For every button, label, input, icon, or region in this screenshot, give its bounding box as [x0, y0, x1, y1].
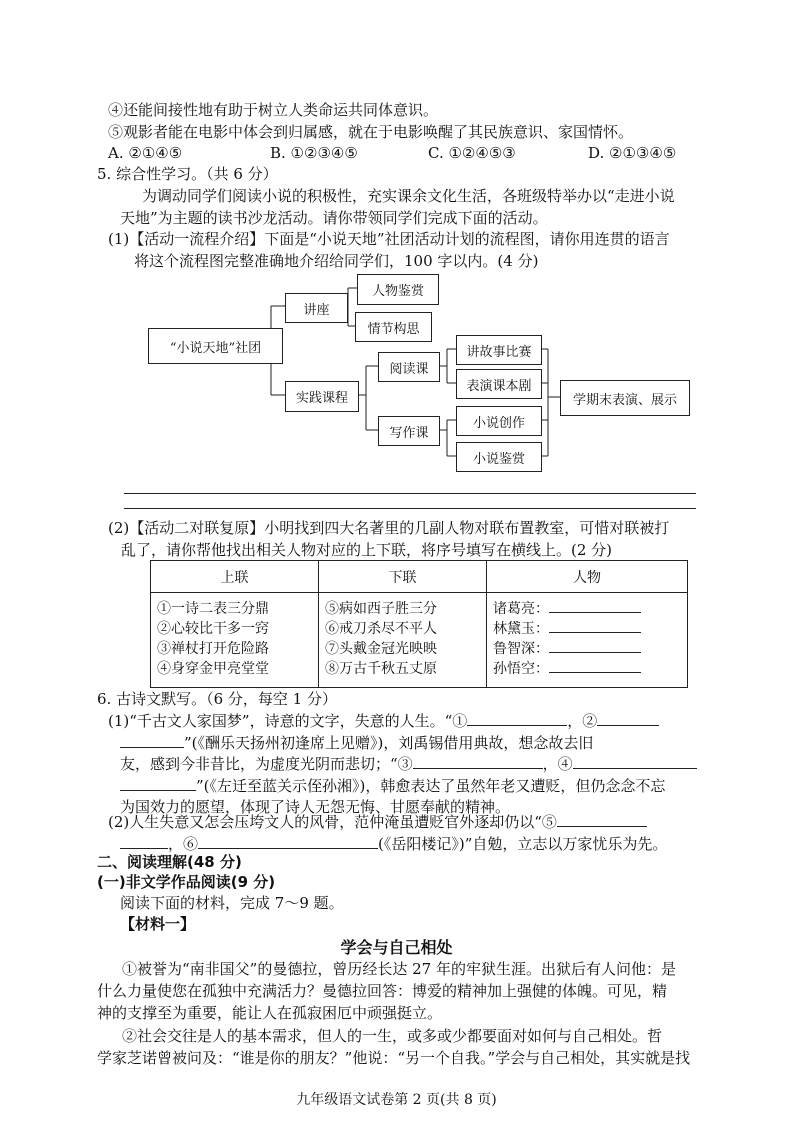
q5-heading: 5. 综合性学习。（共 6 分） — [97, 165, 278, 183]
part2-heading: 二、阅读理解(48 分) — [97, 853, 242, 871]
q5-task2-line-2: 乱了，请你帮他找出相关人物对应的上下联，将序号填写在横线上。(2 分) — [121, 541, 613, 559]
person-row — [493, 599, 681, 619]
table-header-upper: 上联 — [151, 561, 319, 593]
table-header-lower: 下联 — [319, 561, 487, 593]
upper-couplet: ③禅杖打开危险路 — [157, 641, 269, 657]
person-label: 林黛玉： — [493, 621, 549, 637]
q4-option-d: D. ②①③④⑤ — [588, 144, 677, 162]
q5-intro-line-2: 天地”为主题的读书沙龙活动。请你带领同学们完成下面的活动。 — [120, 209, 548, 227]
flow-character-appreciation-box: 人物鉴赏 — [357, 274, 439, 305]
person-answer-blank[interactable] — [549, 640, 641, 653]
blank-2[interactable] — [597, 711, 659, 726]
article-para1-line-1: ①被誉为“南非国父”的曼德拉，曾历经长达 27 年的牢狱生涯。出狱后有人问他：是 — [122, 960, 676, 978]
q4-option-a: A. ②①④⑤ — [108, 144, 183, 162]
answer-line-2[interactable] — [124, 508, 696, 509]
q4-item-5: ⑤观影者能在电影中体会到归属感，就在于电影唤醒了其民族意识、家国情怀。 — [108, 123, 634, 141]
blank-4-cont[interactable] — [120, 776, 196, 791]
flow-novel-writing-box: 小说创作 — [456, 406, 542, 436]
q4-item-4: ④还能间接性地有助于树立人类命运共同体意识。 — [108, 101, 439, 119]
person-answer-blank[interactable] — [549, 600, 641, 613]
flow-storytelling-box: 讲故事比赛 — [456, 335, 542, 365]
people-cell — [487, 593, 688, 688]
q5-task1-line-2: 将这个流程图完整准确地介绍给同学们，100 字以内。(4 分) — [134, 252, 539, 270]
flow-final-box: 学期末表演、展示 — [560, 380, 690, 416]
flow-novel-review-box: 小说鉴赏 — [456, 442, 542, 472]
q6-part2-line-2: ，⑥ (《岳阳楼记》)”自勉，立志以万家忧乐为先。 — [120, 834, 667, 854]
blank-6[interactable] — [198, 834, 378, 849]
person-row — [493, 619, 681, 639]
q6-heading: 6. 古诗文默写。（6 分，每空 1 分） — [97, 690, 337, 708]
q5-task1-line-1: (1)【活动一流程介绍】下面是“小说天地”社团活动计划的流程图，请你用连贯的语言 — [108, 230, 670, 248]
person-answer-blank[interactable] — [549, 660, 641, 673]
q5-intro-line-1: 为调动同学们阅读小说的积极性，充实课余文化生活，各班级特举办以“走进小说 — [142, 187, 675, 205]
blank-1[interactable] — [467, 711, 567, 726]
couplet-table — [150, 560, 688, 688]
upper-couplet: ②心较比干多一窍 — [157, 621, 269, 637]
person-row — [493, 639, 681, 659]
article-title: 学会与自己相处 — [340, 938, 453, 957]
flow-plot-design-box: 情节构思 — [355, 312, 432, 342]
flow-reading-box: 阅读课 — [378, 352, 440, 382]
q6-part1-line-2: ”(《酬乐天扬州初逢席上见赠》)，刘禹锡借用典故，想念故去旧 — [120, 733, 593, 753]
blank-2-cont[interactable] — [120, 733, 184, 748]
article-para1-line-2: 什么力量使您在孤独中充满活力？曼德拉回答：博爱的精神加上强健的体魄。可见，精 — [97, 982, 668, 1000]
q5-task2-line-1: (2)【活动二对联复原】小明找到四大名著里的几副人物对联布置教室，可惜对联被打 — [108, 519, 670, 537]
lower-couplet: ⑦头戴金冠光映映 — [325, 641, 437, 657]
flow-lecture-box: 讲座 — [285, 293, 348, 323]
part2-instruction: 阅读下面的材料，完成 7～9 题。 — [120, 894, 344, 912]
table-header-person: 人物 — [487, 561, 688, 593]
flow-textbook-drama-box: 表演课本剧 — [456, 369, 542, 399]
person-label: 诸葛亮： — [493, 601, 549, 617]
flow-root-box: “小说天地”社团 — [148, 328, 283, 364]
article-para1-line-3: 神的支撑至为重要，能让人在孤寂困厄中顽强挺立。 — [97, 1004, 443, 1022]
q6-part2-line-1: (2)人生失意又怎会压垮文人的风骨，范仲淹虽遭贬官外逐却仍以“⑤ — [108, 812, 647, 832]
q4-option-b: B. ①②③④⑤ — [270, 144, 358, 162]
answer-line-1[interactable] — [124, 493, 696, 494]
person-label: 鲁智深： — [493, 641, 549, 657]
person-label: 孙悟空： — [493, 661, 549, 677]
part2-subheading: (一)非文学作品阅读(9 分) — [97, 873, 276, 891]
person-answer-blank[interactable] — [549, 620, 641, 633]
upper-couplets-cell — [151, 593, 319, 688]
lower-couplet: ⑧万古千秋五丈原 — [325, 661, 437, 677]
lower-couplet: ⑥戒刀杀尽不平人 — [325, 621, 437, 637]
flow-practice-box: 实践课程 — [285, 381, 359, 412]
q4-option-c: C. ①②④⑤③ — [428, 144, 516, 162]
page-footer: 九年级语文试卷第 2 页(共 8 页) — [296, 1092, 497, 1108]
article-para2-line-2: 学家芝诺曾被问及：“谁是你的朋友？”他说：“另一个自我。”学会与自己相处，其实就是找 — [97, 1049, 691, 1067]
upper-couplet: ①一诗二表三分鼎 — [157, 601, 269, 617]
lower-couplet: ⑤病如西子胜三分 — [325, 601, 437, 617]
article-para2-line-1: ②社会交往是人的基本需求，但人的一生，或多或少都要面对如何与自己相处。哲 — [122, 1027, 663, 1045]
blank-4[interactable] — [573, 754, 697, 769]
upper-couplet: ④身穿金甲亮堂堂 — [157, 661, 269, 677]
person-row — [493, 659, 681, 679]
blank-3[interactable] — [413, 754, 543, 769]
lower-couplets-cell — [319, 593, 487, 688]
q6-part1-line-1: (1)“千古文人家国梦”，诗意的文字，失意的人生。“① ，② — [108, 711, 659, 731]
q6-part1-line-3: 友，感到今非昔比，为虚度光阴而悲切；“③ ，④ — [120, 754, 697, 774]
blank-5[interactable] — [557, 812, 647, 827]
blank-5-cont[interactable] — [120, 834, 168, 849]
material-label: 【材料一】 — [120, 915, 196, 933]
flow-writing-box: 写作课 — [378, 416, 440, 446]
q6-part1-line-4: ”(《左迁至蓝关示侄孙湘》)，韩愈表达了虽然年老又遭贬，但仍念念不忘 — [120, 776, 665, 796]
q6-part1-line-5: 为国效力的愿望，体现了诗人无怨无悔、甘愿奉献的精神。 — [120, 798, 511, 816]
